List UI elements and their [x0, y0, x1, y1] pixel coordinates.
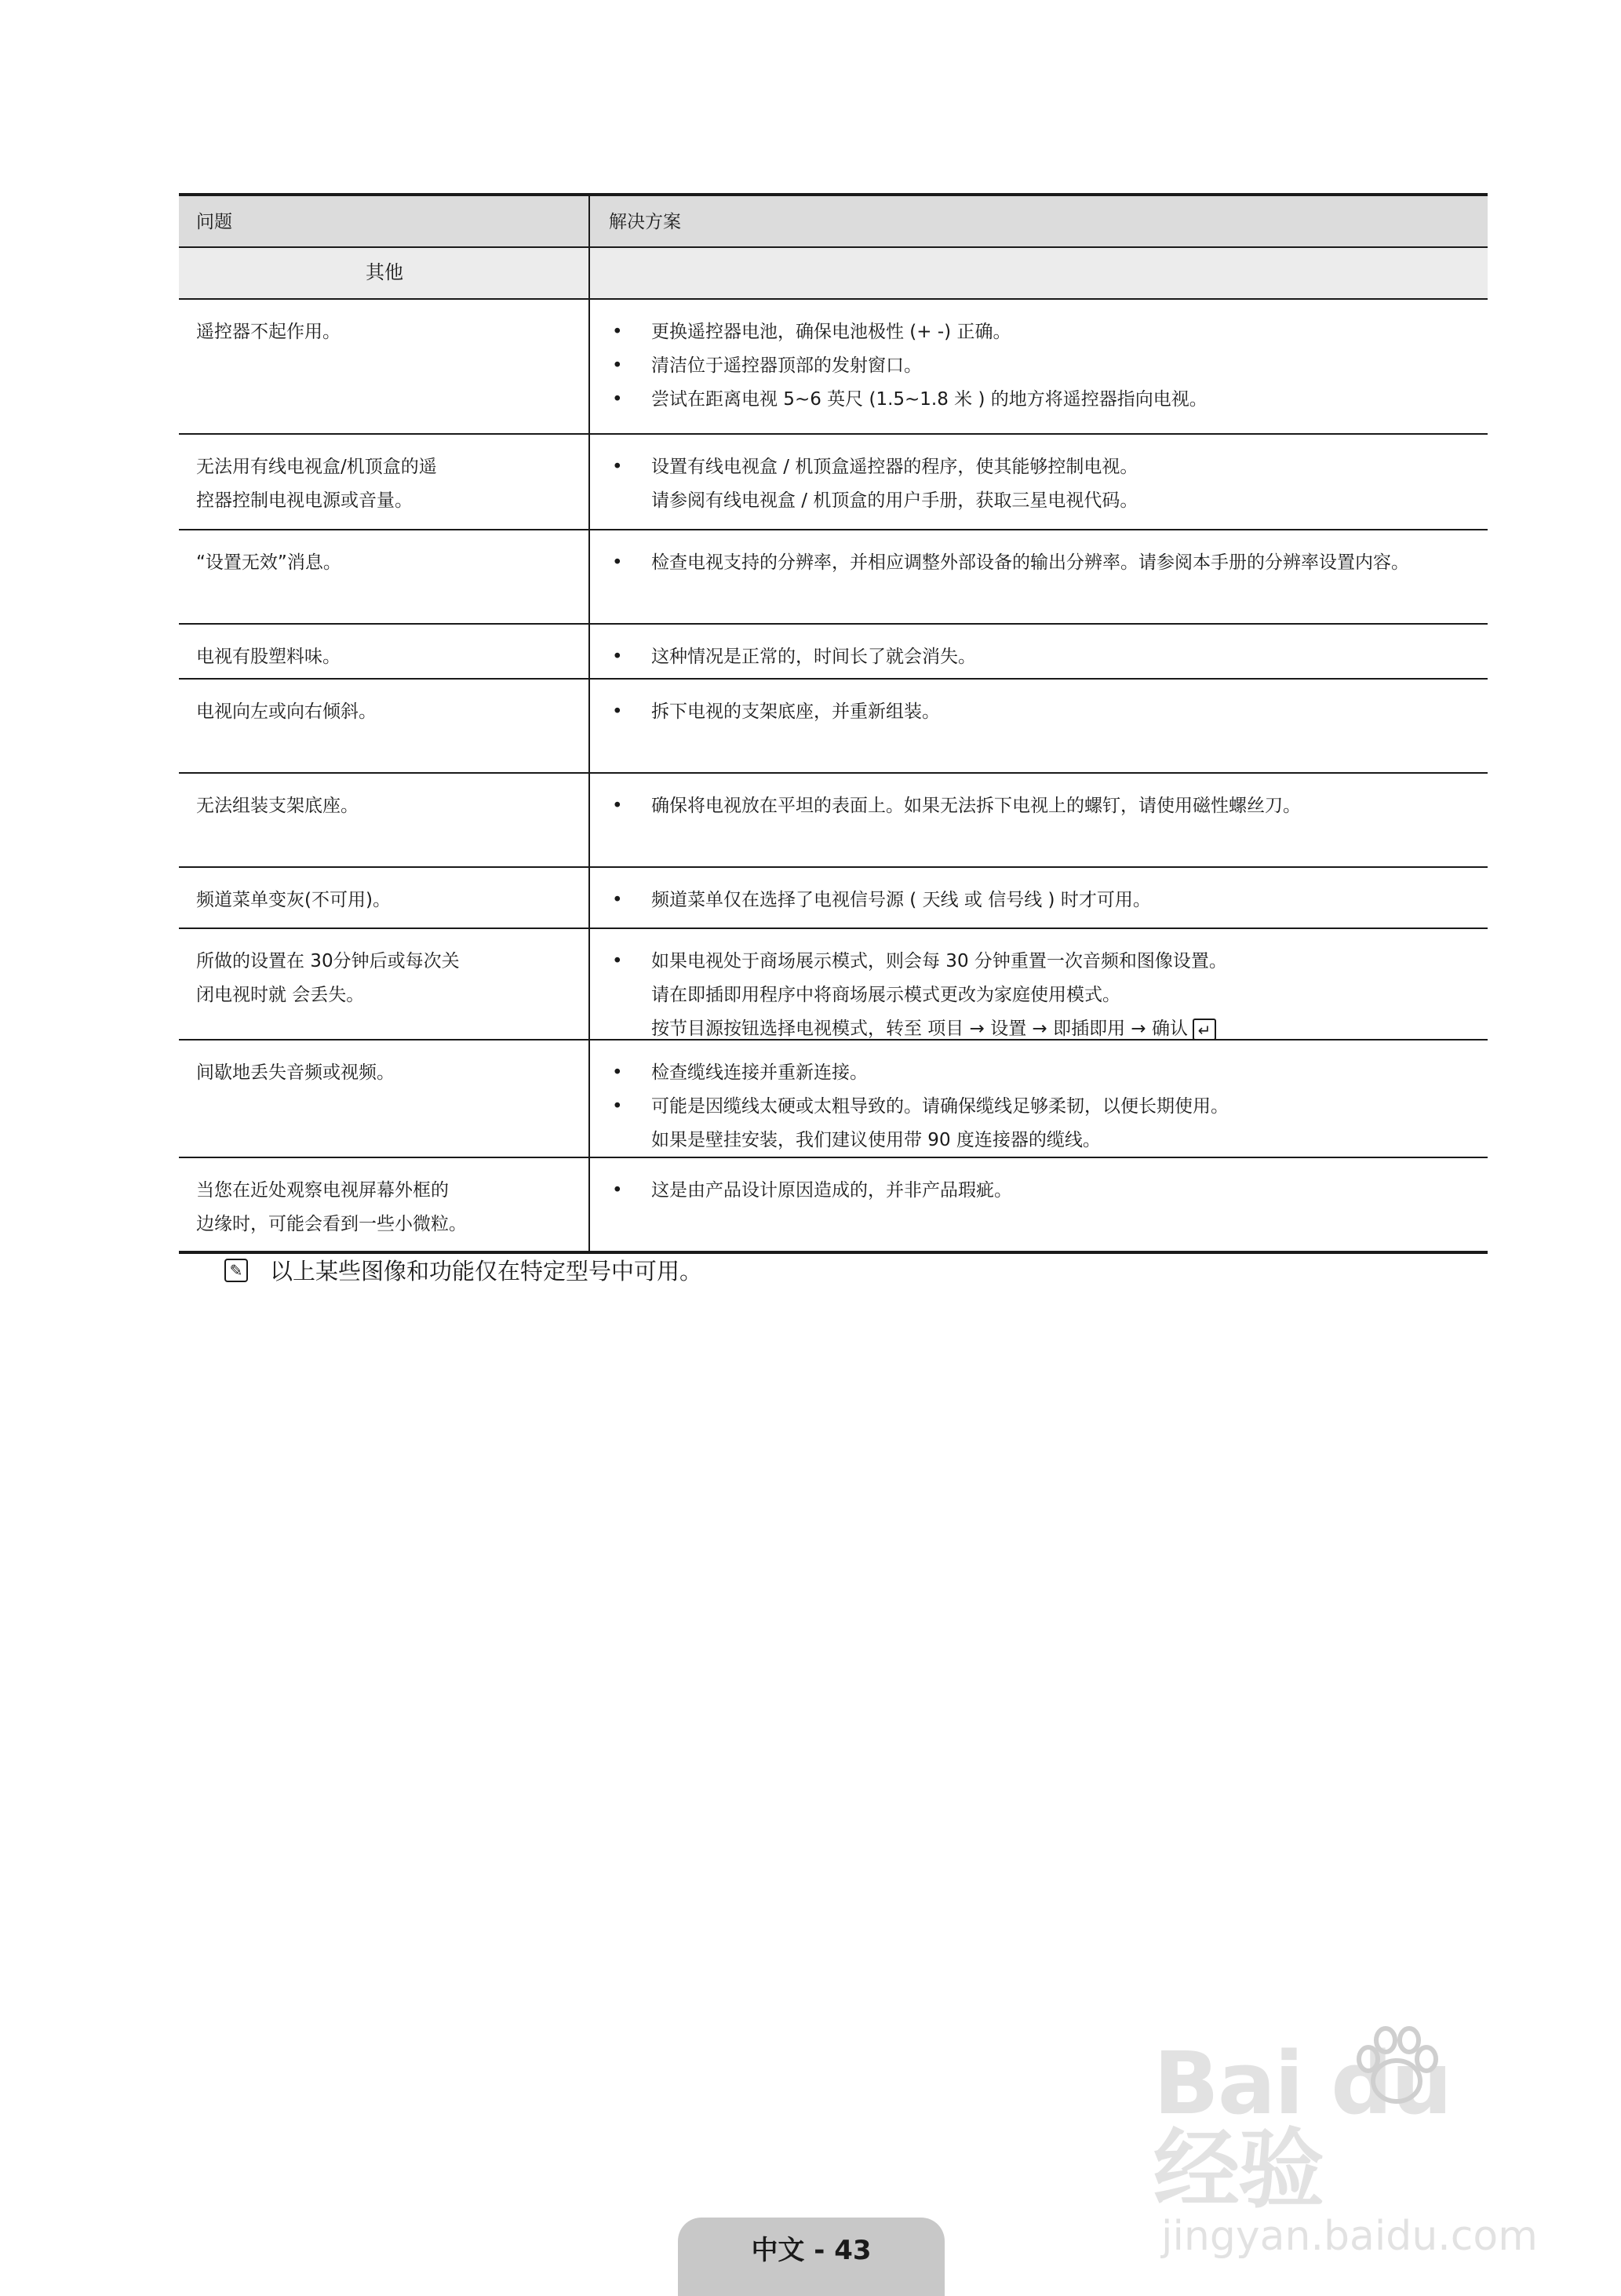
problem-cell: 间歇地丢失音频或视频。: [179, 1040, 590, 1157]
enter-icon: ↵: [1193, 1019, 1216, 1040]
table-row: [179, 623, 1488, 678]
problem-cell: 频道菜单变灰(不可用)。: [179, 868, 590, 928]
solution-cell: [590, 530, 1488, 623]
solution-bullet: • 如果电视处于商场展示模式，则会每 30 分钟重置一次音频和图像设置。 请在即插即用程序中将商场展示模式更改为家庭使用模式。 按节目源按钮选择电视模式，转至 项目 → 设置 → 即插即用 → 确认 ↵: [612, 951, 1227, 1040]
solution-cell: [590, 929, 1488, 1039]
table-row: [179, 1157, 1488, 1251]
solution-bullet: • 这种情况是正常的，时间长了就会消失。: [612, 647, 976, 667]
solution-cell: [590, 435, 1488, 529]
solution-bullet: • 频道菜单仅在选择了电视信号源 ( 天线 或 信号线 ) 时才可用。: [612, 890, 1151, 910]
table-row: [179, 928, 1488, 1039]
problem-cell: “设置无效”消息。: [179, 530, 590, 623]
watermark-url: jingyan.baidu.com: [1161, 2213, 1538, 2260]
problem-cell: 无法组装支架底座。: [179, 774, 590, 866]
solution-cell: [590, 680, 1488, 772]
section-title: 其他: [179, 248, 590, 298]
table-row: [179, 433, 1488, 529]
watermark-main: Bai du 经验: [1153, 2033, 1452, 2220]
troubleshooting-table: [179, 193, 1488, 1254]
problem-cell: 所做的设置在 30分钟后或每次关 闭电视时就 会丢失。: [179, 929, 590, 1039]
table-row: [179, 772, 1488, 866]
solution-cell: [590, 625, 1488, 678]
solution-bullet: • 检查电视支持的分辨率，并相应调整外部设备的输出分辨率。请参阅本手册的分辨率设置内容。: [612, 552, 1409, 573]
solution-cell: [590, 1158, 1488, 1251]
problem-cell: 无法用有线电视盒/机顶盒的遥 控器控制电视电源或音量。: [179, 435, 590, 529]
solution-cell: [590, 774, 1488, 866]
solution-bullet: • 更换遥控器电池，确保电池极性 (+ -) 正确。: [612, 322, 1011, 342]
solution-bullet: • 设置有线电视盒 / 机顶盒遥控器的程序，使其能够控制电视。 请参阅有线电视盒 / 机顶盒的用户手册，获取三星电视代码。: [612, 457, 1138, 511]
solution-cell: [590, 868, 1488, 928]
solution-bullet: • 确保将电视放在平坦的表面上。如果无法拆下电视上的螺钉，请使用磁性螺丝刀。: [612, 796, 1301, 816]
table-header-row: [179, 196, 1488, 246]
solution-bullet: • 清洁位于遥控器顶部的发射窗口。: [612, 355, 922, 376]
solution-bullet: • 拆下电视的支架底座，并重新组装。: [612, 702, 940, 722]
table-row: [179, 678, 1488, 772]
solution-bullet: • 检查缆线连接并重新连接。: [612, 1062, 868, 1083]
table-row: [179, 529, 1488, 623]
problem-cell: 电视向左或向右倾斜。: [179, 680, 590, 772]
solution-cell: [590, 300, 1488, 433]
solution-cell: [590, 1040, 1488, 1157]
solution-bullet: • 这是由产品设计原因造成的，并非产品瑕疵。: [612, 1180, 1012, 1201]
solution-bullet: • 尝试在距离电视 5~6 英尺 (1.5~1.8 米 ) 的地方将遥控器指向电视。: [612, 389, 1208, 410]
footnote: [224, 1254, 702, 1286]
page-number: 中文 - 43: [678, 2218, 945, 2296]
problem-cell: 遥控器不起作用。: [179, 300, 590, 433]
footnote-text: 以上某些图像和功能仅在特定型号中可用。: [270, 1258, 703, 1285]
header-problem: 问题: [179, 196, 590, 246]
table-row: [179, 866, 1488, 928]
header-solution: 解决方案: [609, 212, 681, 232]
problem-cell: 当您在近处观察电视屏幕外框的 边缘时，可能会看到一些小微粒。: [179, 1158, 590, 1251]
solution-bullet: • 可能是因缆线太硬或太粗导致的。请确保缆线足够柔韧，以便长期使用。 如果是壁挂安装，我们建议使用带 90 度连接器的缆线。: [612, 1096, 1229, 1150]
baidu-watermark: [1153, 2033, 1561, 2260]
section-row: [179, 246, 1488, 298]
note-pencil-icon: ✎: [224, 1259, 248, 1282]
problem-cell: 电视有股塑料味。: [179, 625, 590, 678]
table-row: [179, 1039, 1488, 1157]
table-row: [179, 298, 1488, 433]
